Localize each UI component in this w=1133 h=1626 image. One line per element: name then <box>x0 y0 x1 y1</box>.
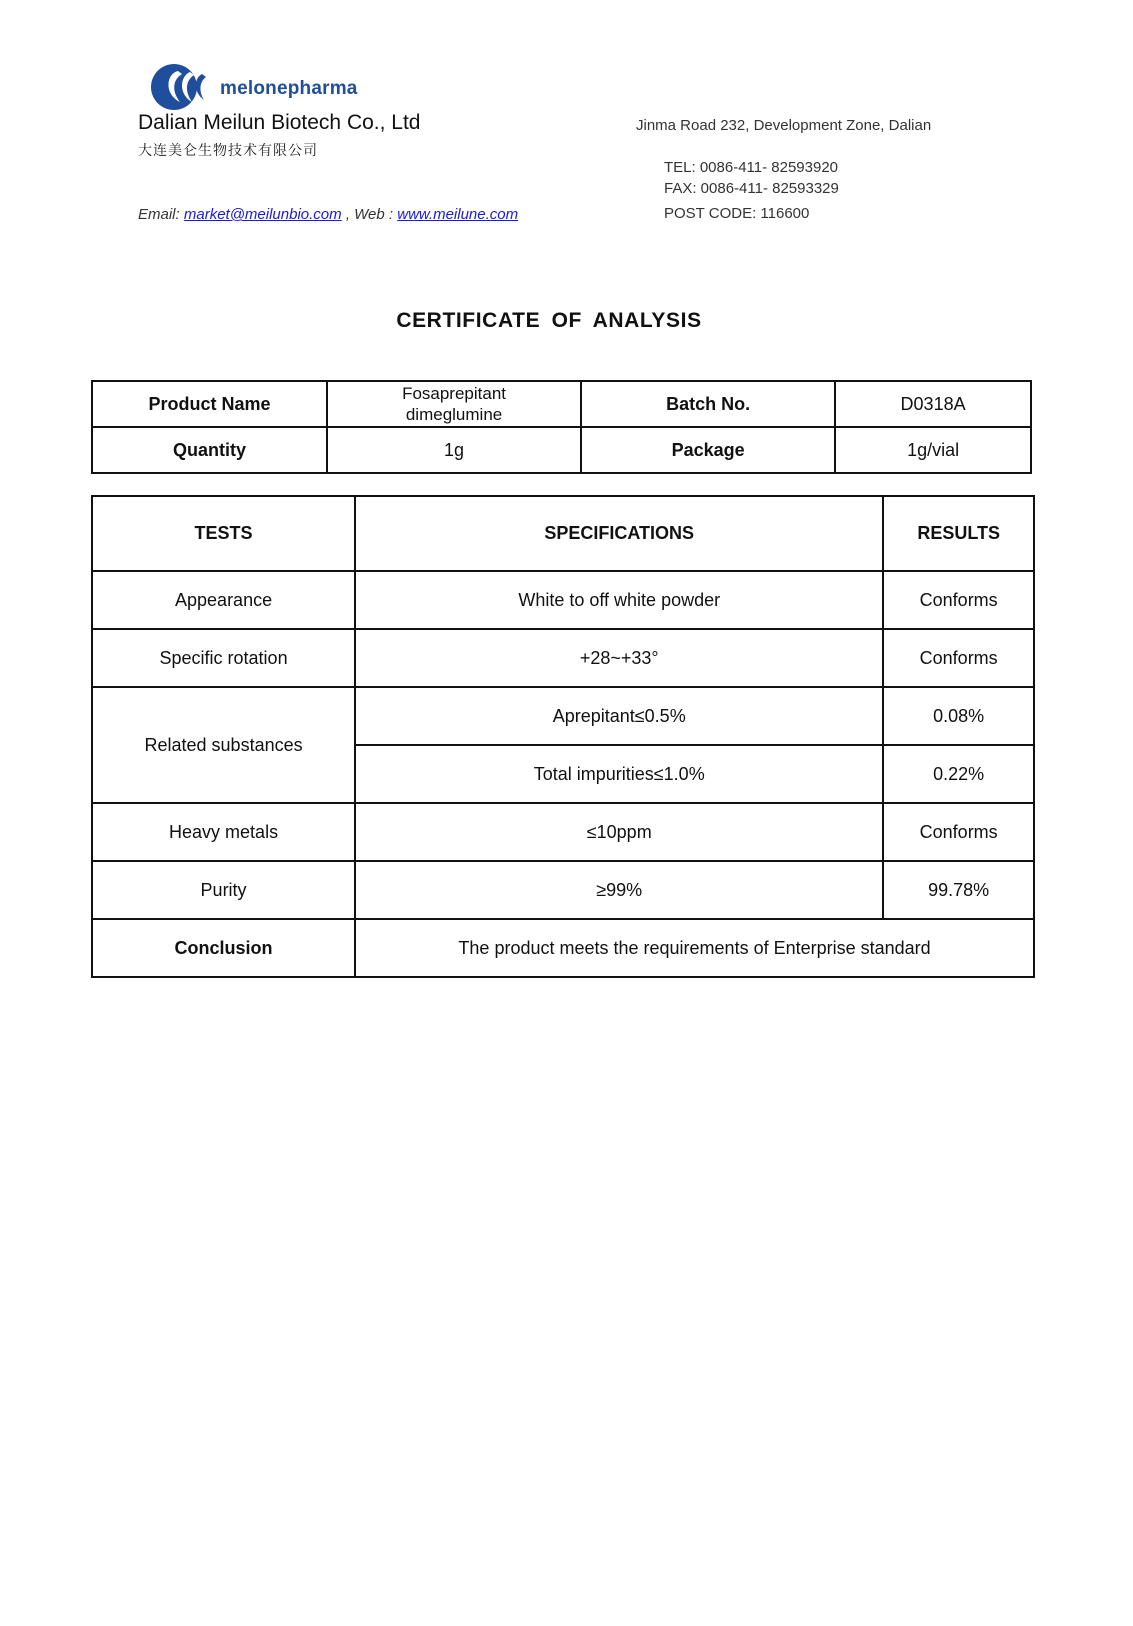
email-label: Email: <box>138 206 180 223</box>
package-label: Package <box>581 427 835 473</box>
company-address: Jinma Road 232, Development Zone, Dalian <box>636 117 932 134</box>
quantity-value: 1g <box>327 427 581 473</box>
test-spec: ≤10ppm <box>355 803 883 861</box>
web-link[interactable]: www.meilune.com <box>397 206 519 223</box>
product-name-value <box>327 381 581 427</box>
product-name-line2: dimeglumine <box>405 405 503 424</box>
test-name: Related substances <box>92 687 355 803</box>
test-spec: Total impurities≤1.0% <box>355 745 883 803</box>
test-result: 99.78% <box>883 861 1034 919</box>
table-row <box>92 861 1034 919</box>
company-name-english: Dalian Meilun Biotech Co., Ltd <box>138 111 421 134</box>
batch-value: D0318A <box>835 381 1031 427</box>
test-result: Conforms <box>883 803 1034 861</box>
test-name: Purity <box>92 861 355 919</box>
email-link[interactable]: market@meilunbio.com <box>183 206 342 223</box>
conclusion-label: Conclusion <box>92 919 355 977</box>
table-row <box>92 803 1034 861</box>
test-spec: Aprepitant≤0.5% <box>355 687 883 745</box>
test-result: 0.08% <box>883 687 1034 745</box>
table-row <box>92 687 1034 745</box>
test-spec: White to off white powder <box>355 571 883 629</box>
company-logo-icon <box>148 62 210 112</box>
post-code: POST CODE: 116600 <box>664 205 810 222</box>
test-name: Appearance <box>92 571 355 629</box>
company-name-chinese: 大连美仑生物技术有限公司 <box>138 143 318 159</box>
product-name-line1: Fosaprepitant <box>402 384 507 403</box>
tests-table <box>91 495 1035 978</box>
header-specifications: SPECIFICATIONS <box>355 496 883 571</box>
package-value: 1g/vial <box>835 427 1031 473</box>
product-info-table <box>91 380 1032 474</box>
test-result: Conforms <box>883 629 1034 687</box>
web-label: , Web : <box>345 206 394 223</box>
test-result: Conforms <box>883 571 1034 629</box>
test-result: 0.22% <box>883 745 1034 803</box>
test-name: Heavy metals <box>92 803 355 861</box>
table-row <box>92 381 1031 427</box>
test-spec: ≥99% <box>355 861 883 919</box>
fax: FAX: 0086-411- 82593329 <box>664 180 839 197</box>
header-results: RESULTS <box>883 496 1034 571</box>
conclusion-text: The product meets the requirements of Enterprise standard <box>355 919 1034 977</box>
table-header-row <box>92 496 1034 571</box>
document-title: CERTIFICATE OF ANALYSIS <box>396 309 702 332</box>
header-tests: TESTS <box>92 496 355 571</box>
product-name-label: Product Name <box>92 381 327 427</box>
test-spec: +28~+33° <box>355 629 883 687</box>
table-row <box>92 629 1034 687</box>
brand-name: melonepharma <box>220 78 358 99</box>
batch-label: Batch No. <box>581 381 835 427</box>
test-name: Specific rotation <box>92 629 355 687</box>
conclusion-row <box>92 919 1034 977</box>
table-row <box>92 427 1031 473</box>
contact-line <box>138 206 518 223</box>
telephone: TEL: 0086-411- 82593920 <box>664 159 839 176</box>
table-row <box>92 571 1034 629</box>
quantity-label: Quantity <box>92 427 327 473</box>
